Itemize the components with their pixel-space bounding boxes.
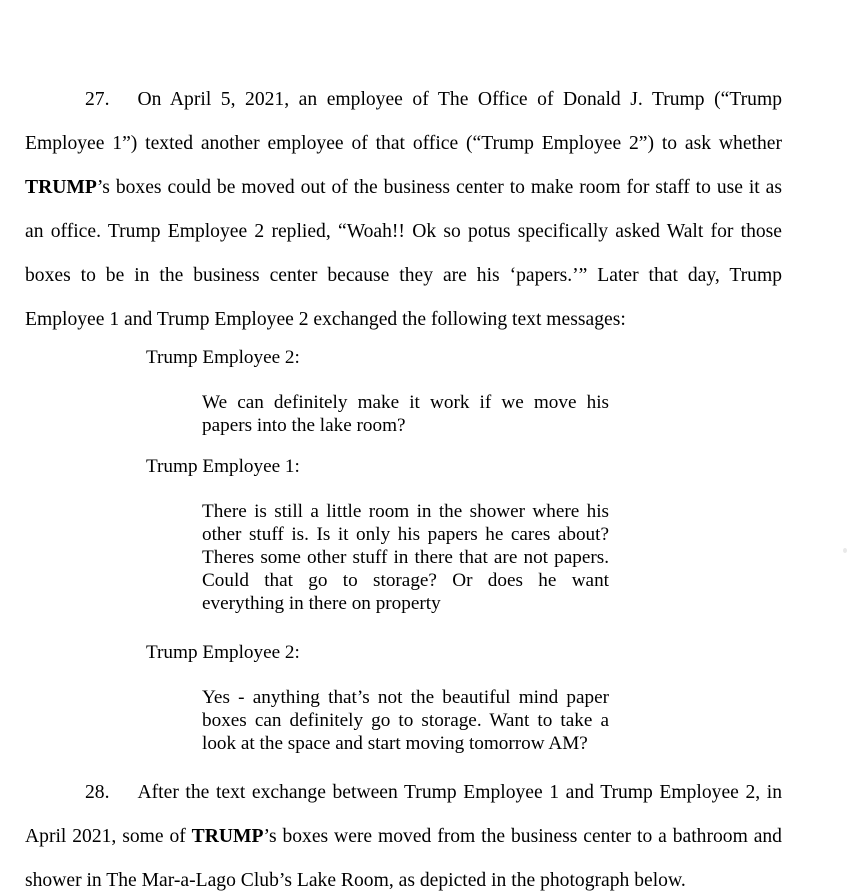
message-3-speaker: Trump Employee 2: bbox=[146, 642, 300, 663]
scan-artifact-speck bbox=[843, 548, 847, 553]
paragraph-28 bbox=[25, 771, 782, 892]
message-2-speaker: Trump Employee 1: bbox=[146, 456, 300, 477]
message-3-text: Yes - anything that’s not the beautiful mind paper boxes can definitely go to storage. Want to take a look at the space and start moving tomorrow AM? bbox=[202, 687, 609, 754]
message-1-text: We can definitely make it work if we move his papers into the lake room? bbox=[202, 392, 609, 436]
message-block-1 bbox=[146, 346, 609, 437]
paragraph-28-trump-bold: TRUMP bbox=[191, 826, 264, 847]
paragraph-28-text-1: After the text exchange between Trump Employee 1 and Trump Employee 2, in April 2021, some of bbox=[25, 782, 782, 847]
paragraph-28-text-2: ’s boxes were moved from the business center to a bathroom and shower in The Mar-a-Lago Club’s Lake Room, as depicted in the photograph below. bbox=[25, 826, 782, 891]
paragraph-27 bbox=[25, 78, 782, 342]
paragraph-27-number: 27. bbox=[85, 89, 110, 110]
paragraph-27-block bbox=[25, 78, 782, 342]
paragraph-27-text-2: ’s boxes could be moved out of the business center to make room for staff to use it as an office. Trump Employee 2 replied, “Woah!! Ok so potus specifically asked Walt for those boxes to be in the business center because they are his ‘papers.’” Later that day, Trump Employee 1 and Trump Employee 2 exchanged the following text messages: bbox=[25, 177, 782, 330]
paragraph-27-text-1: On April 5, 2021, an employee of The Office of Donald J. Trump (“Trump Employee 1”) texted another employee of that office (“Trump Employee 2”) to ask whether bbox=[25, 89, 782, 154]
paragraph-28-number: 28. bbox=[85, 782, 110, 803]
paragraph-28-block bbox=[25, 771, 782, 892]
paragraph-27-trump-bold: TRUMP bbox=[25, 177, 97, 198]
message-1-speaker: Trump Employee 2: bbox=[146, 347, 300, 368]
message-block-3 bbox=[146, 641, 609, 755]
message-2-text: There is still a little room in the shower where his other stuff is. Is it only his papers he cares about? Theres some other stuff in there that are not papers. Could that go to storage? Or does he want everything in there on property bbox=[202, 501, 609, 614]
message-block-2 bbox=[146, 455, 609, 615]
